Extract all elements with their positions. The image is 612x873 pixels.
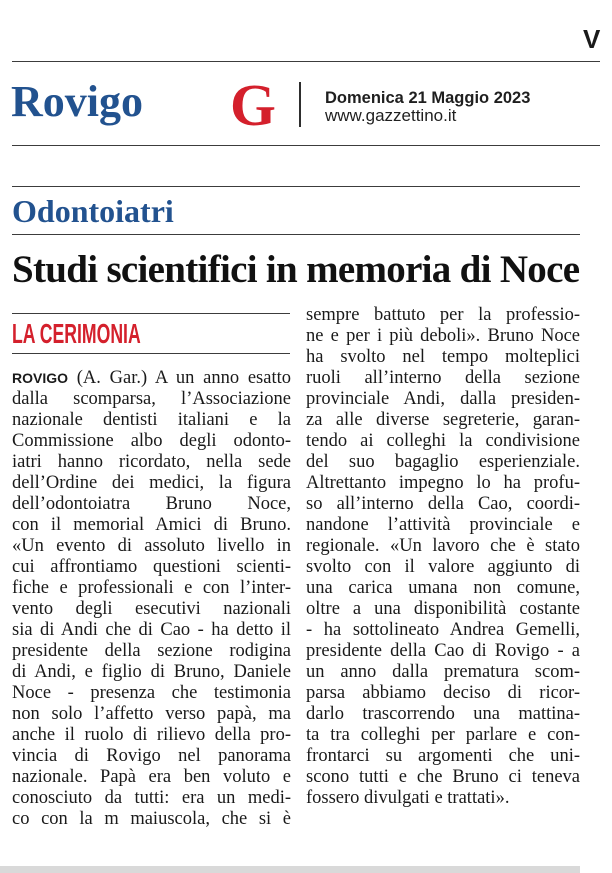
article-line: frontarci su argomenti che uni- xyxy=(306,746,580,766)
article-line: provinciale Andi, dalla presiden- xyxy=(306,389,580,409)
article-line: con il memorial Amici di Bruno. xyxy=(12,515,291,535)
article-line: regionale. «Un lavoro che è stato xyxy=(306,536,580,556)
website: www.gazzettino.it xyxy=(325,106,457,125)
article-line: vincia di Rovigo nel panorama xyxy=(12,746,291,766)
article-line: oltre a una disponibilità costante xyxy=(306,599,580,619)
article-line: un anno dalla prematura scom- xyxy=(306,662,580,682)
article-line: nazionale. Papà era ben voluto e xyxy=(12,767,291,787)
article-line: scono tutti e che Bruno ci teneva xyxy=(306,767,580,787)
article-line: co con la m maiuscola, che si è xyxy=(12,809,291,829)
article-line: za alle diverse segreterie, garan- xyxy=(306,410,580,430)
headline: Studi scientifici in memoria di Noce xyxy=(12,248,580,291)
article-line: dalla scomparsa, l’Associazione xyxy=(12,389,291,409)
article-line: fossero divulgati e trattati». xyxy=(306,788,510,808)
kicker: LA CERIMONIA xyxy=(12,318,141,349)
article-line: di Andi, e figlio di Bruno, Daniele xyxy=(12,662,291,682)
article-line: vento degli esecutivi nazionali xyxy=(12,599,291,619)
page-marker: V xyxy=(583,24,601,54)
masthead-bottom-rule xyxy=(12,145,600,146)
article-line: nandone l’attività provinciale e xyxy=(306,515,580,535)
category-bottom-rule xyxy=(12,234,580,235)
article-line-text: (A. Gar.) A un anno esatto xyxy=(76,368,291,388)
article-line: svolto con il valore aggiunto di xyxy=(306,557,580,577)
article-line: presidente della sezione rodigina xyxy=(12,641,291,661)
article-line: parsa abbiamo deciso di ricor- xyxy=(306,683,580,703)
dateline: ROVIGO xyxy=(12,370,69,386)
article-line: una carica umana non comune, xyxy=(306,578,580,598)
article-line: ruoli all’interno della sezione xyxy=(306,368,580,388)
section-name: Rovigo xyxy=(11,77,143,126)
article-line xyxy=(12,368,291,389)
kicker-top-rule xyxy=(12,313,290,314)
article-right-column xyxy=(306,305,580,809)
category-label: Odontoiatri xyxy=(12,193,174,229)
article-line: ta tra colleghi per parlare e con- xyxy=(306,725,580,745)
article-line: cui affrontiamo questioni scienti- xyxy=(12,557,291,577)
bottom-bar xyxy=(0,866,580,873)
article-line: ha svolto nel tempo molteplici xyxy=(306,347,580,367)
article-line: Altrettanto impegno lo ha profu- xyxy=(306,473,580,493)
article-line: nazionale dentisti italiani e la xyxy=(12,410,291,430)
article-line: presidente della Cao di Rovigo - a xyxy=(306,641,580,661)
article-line: ne e per i più deboli». Bruno Noce xyxy=(306,326,580,346)
article-line: non solo l’affetto verso papà, ma xyxy=(12,704,291,724)
article-line: dell’Ordine dei medici, la figura xyxy=(12,473,291,493)
category-top-rule xyxy=(12,186,580,187)
masthead-top-rule xyxy=(12,61,600,62)
article-line: sia di Andi che di Cao - ha detto il xyxy=(12,620,291,640)
article-line: so all’interno della Cao, coordi- xyxy=(306,494,580,514)
article-line: conosciuto da tutti: era un medi- xyxy=(12,788,291,808)
article-left-column xyxy=(12,368,291,830)
article-line: iatri hanno ricordato, nella sede xyxy=(12,452,291,472)
article-line: tendo ai colleghi la condivisione xyxy=(306,431,580,451)
article-line: Noce - presenza che testimonia xyxy=(12,683,291,703)
article-line: del suo bagaglio esperienziale. xyxy=(306,452,580,472)
article-line: sempre battuto per la professio- xyxy=(306,305,580,325)
gazzettino-logo: G xyxy=(230,72,276,138)
article-line: anche il ruolo di rilievo della pro- xyxy=(12,725,291,745)
article-line: dell’odontoiatra Bruno Noce, xyxy=(12,494,291,514)
kicker-bottom-rule xyxy=(12,353,290,354)
article-line: Commissione albo degli odonto- xyxy=(12,431,291,451)
article-line: «Un evento di assoluto livello in xyxy=(12,536,291,556)
article-line: fiche e professionali e con l’inter- xyxy=(12,578,291,598)
issue-date: Domenica 21 Maggio 2023 xyxy=(325,89,531,107)
article-line: - ha sottolineato Andrea Gemelli, xyxy=(306,620,580,640)
article-line: darlo trascorrendo una mattina- xyxy=(306,704,580,724)
logo-divider xyxy=(299,82,301,127)
